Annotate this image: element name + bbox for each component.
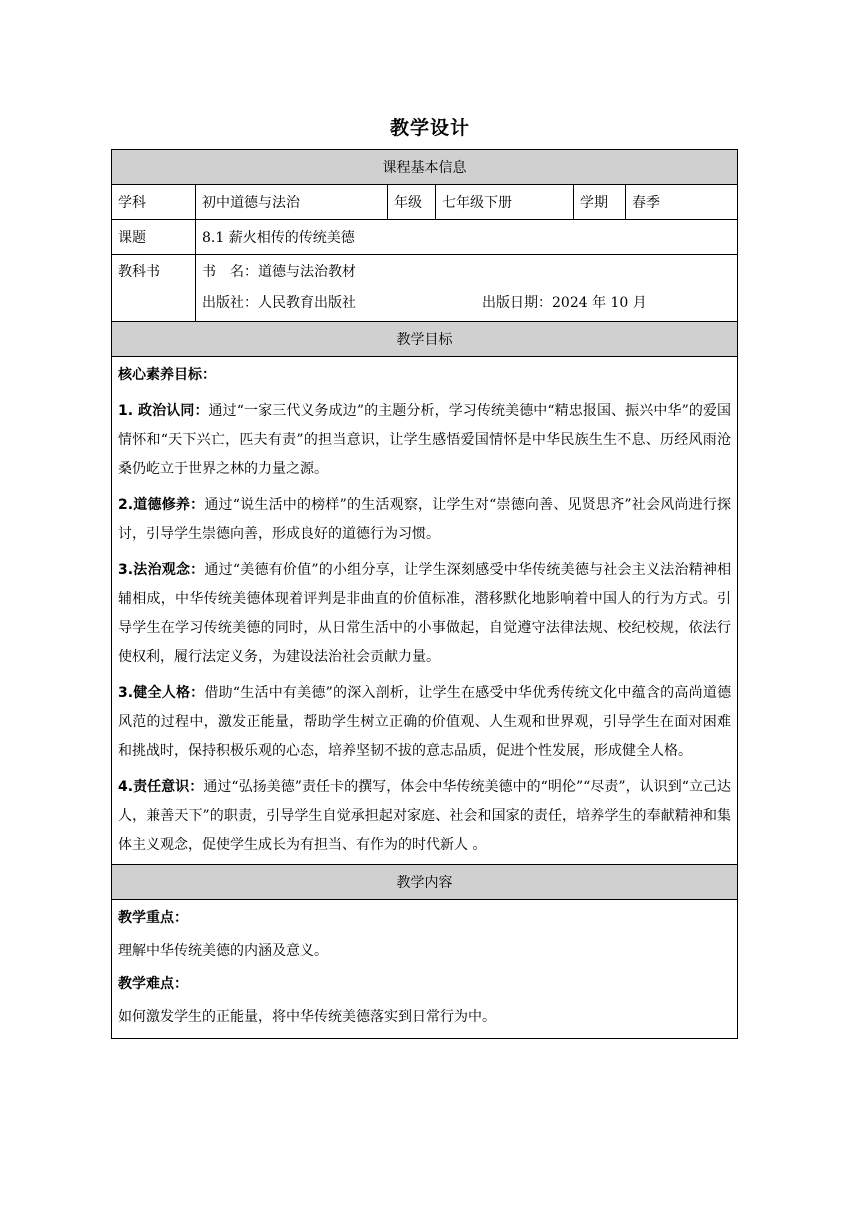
objective-item: 3.健全人格：借助“生活中有美德”的深入剖析，让学生在感受中华优秀传统文化中蕴含的高尚道德风范的过程中，激发正能量，帮助学生树立正确的价值观、人生观和世界观，引导学生在面对困难和挑战时，保持积极乐观的心态，培养坚韧不拔的意志品质，促进个性发展，形成健全人格。 [118,685,732,759]
objective-item: 3.法治观念：通过“美德有价值”的小组分享，让学生深刻感受中华传统美德与社会主义法治精神相辅相成，中华传统美德体现着评判是非曲直的价值标准，潜移默化地影响着中国人的行为方式。引导学生在学习传统美德的同时，从日常生活中的小事做起，自觉遵守法律法规、校纪校规，依法行使权利，履行法定义务，为建设法治社会贡献力量。 [118,562,732,665]
page-title: 教学设计 [389,117,470,139]
content-body [112,900,738,1039]
difficult-points-title: 教学难点： [118,976,188,992]
textbook-name: 书 名：道德与法治教材 [202,264,356,280]
content-header: 教学内容 [112,865,738,900]
key-points-title: 教学重点： [118,910,188,926]
publish-date: 出版日期：2024 年 10 月 [482,295,647,311]
objective-item: 2.道德修养：通过“说生活中的榜样”的生活观察，让学生对“崇德向善、见贤思齐”社会风尚进行探讨，引导学生崇德向善，形成良好的道德行为习惯。 [118,497,732,542]
publisher: 出版社：人民教育出版社 [202,295,356,311]
textbook-info [196,255,738,322]
textbook-label: 教科书 [112,255,196,322]
topic-label: 课题 [112,220,196,255]
design-table [111,149,738,1039]
basic-info-header: 课程基本信息 [112,150,738,185]
core-objectives-title: 核心素养目标： [118,367,216,383]
objectives-body [112,357,738,865]
grade-label: 年级 [388,185,436,220]
objectives-header: 教学目标 [112,322,738,357]
subject-label: 学科 [112,185,196,220]
subject-value: 初中道德与法治 [196,185,388,220]
objective-item: 1. 政治认同：通过“一家三代义务成边”的主题分析，学习传统美德中“精忠报国、振兴中华”的爱国情怀和“天下兴亡，匹夫有责”的担当意识，让学生感悟爱国情怀是中华民族生生不息、历经风雨沧桑仍屹立于世界之林的力量之源。 [118,403,732,477]
key-points-text: 理解中华传统美德的内涵及意义。 [118,943,328,959]
objective-item: 4.责任意识：通过“弘扬美德”责任卡的撰写，体会中华传统美德中的“明伦”“尽责”，认识到“立己达人，兼善天下”的职责，引导学生自觉承担起对家庭、社会和国家的责任，培养学生的奉献精神和集体主义观念，促使学生成长为有担当、有作为的时代新人 。 [118,779,732,853]
difficult-points-text: 如何激发学生的正能量，将中华传统美德落实到日常行为中。 [118,1009,496,1025]
publisher-line [202,288,731,319]
topic-value: 8.1 薪火相传的传统美德 [196,220,738,255]
term-value: 春季 [626,185,738,220]
grade-value: 七年级下册 [436,185,574,220]
term-label: 学期 [574,185,626,220]
